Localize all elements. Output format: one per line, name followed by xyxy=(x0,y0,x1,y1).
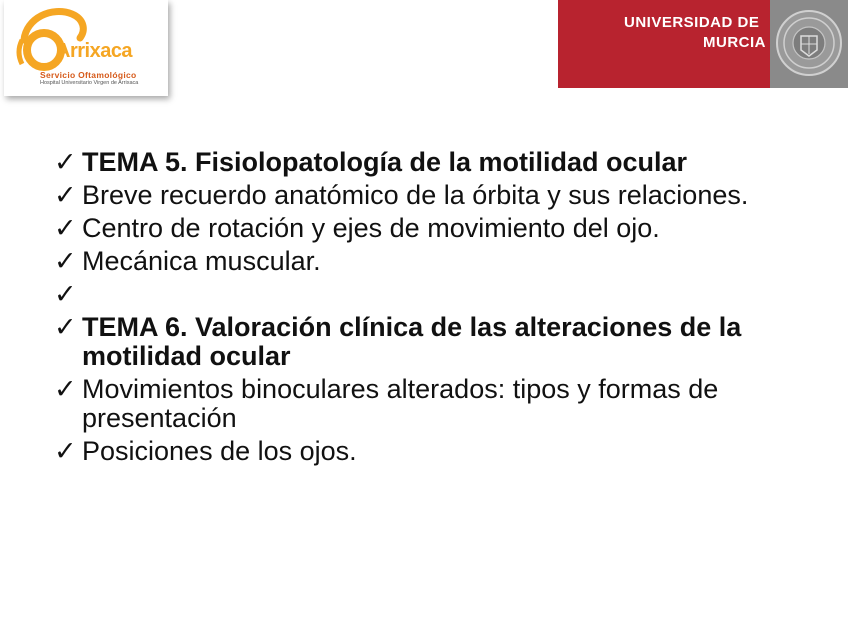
bullet-text: Centro de rotación y ejes de movimiento del ojo. xyxy=(82,213,660,243)
universidad-murcia-banner xyxy=(558,0,848,88)
university-name-line2: MURCIA xyxy=(703,34,766,51)
bullet-text: Breve recuerdo anatómico de la órbita y sus relaciones. xyxy=(82,180,749,210)
checkmark-icon: ✓ xyxy=(54,213,77,243)
bullet-text: Posiciones de los ojos. xyxy=(82,436,357,466)
bullet-item xyxy=(54,181,814,210)
bullet-item xyxy=(54,247,814,276)
checkmark-icon: ✓ xyxy=(54,147,77,177)
university-name-line1: UNIVERSIDAD DE xyxy=(624,14,760,31)
checkmark-icon: ✓ xyxy=(54,374,77,404)
bullet-item xyxy=(54,148,814,177)
checkmark-icon: ✓ xyxy=(54,180,77,210)
bullet-item xyxy=(54,375,814,433)
bullet-text: Mecánica muscular. xyxy=(82,246,321,276)
topic-bullet-list xyxy=(54,148,814,470)
university-seal xyxy=(770,0,848,88)
checkmark-icon: ✓ xyxy=(54,312,77,342)
checkmark-icon: ✓ xyxy=(54,246,77,276)
logo-hospital-name: Hospital Universitario Virgen de Arrixaca xyxy=(40,80,139,86)
checkmark-icon: ✓ xyxy=(54,279,77,309)
bullet-text: TEMA 5. Fisiolopatología de la motilidad ocular xyxy=(82,147,688,177)
arrixaca-logo xyxy=(4,0,168,96)
bullet-text: TEMA 6. Valoración clínica de las alteraciones de la motilidad ocular xyxy=(82,312,742,371)
logo-subtitle: Servicio Oftamológico xyxy=(40,70,137,80)
seal-icon xyxy=(774,8,844,78)
arrixaca-wordmark: Arrixaca xyxy=(56,40,133,62)
bullet-item xyxy=(54,214,814,243)
checkmark-icon: ✓ xyxy=(54,436,77,466)
bullet-text: Movimientos binoculares alterados: tipos y formas de presentación xyxy=(82,374,719,433)
bullet-item xyxy=(54,313,814,371)
bullet-item xyxy=(54,280,814,309)
bullet-item xyxy=(54,437,814,466)
